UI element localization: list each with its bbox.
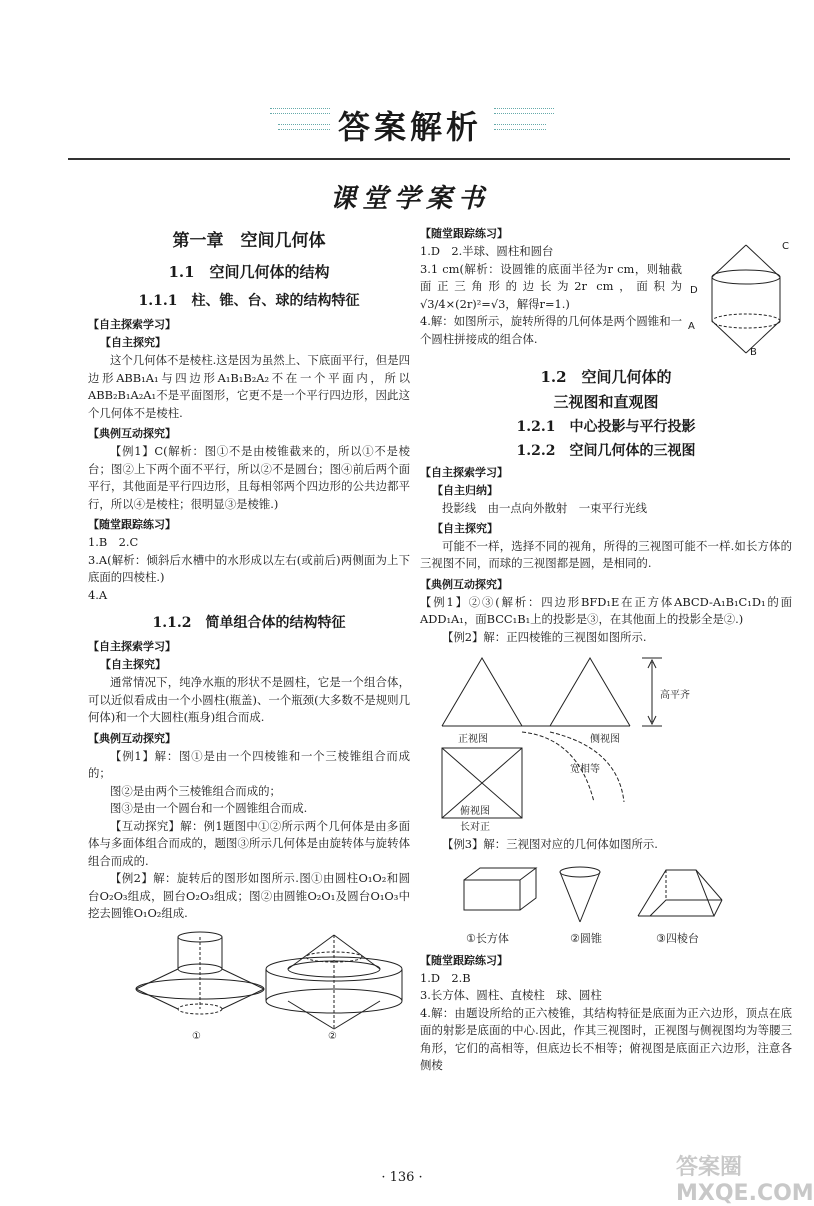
page-header-title: 答案解析: [337, 108, 482, 146]
header-decoration-left-2: [278, 124, 330, 130]
tag-heading: 【自主探究】: [100, 336, 166, 349]
answer-line: 4.A: [88, 587, 108, 602]
length-label: 长对正: [460, 822, 490, 833]
tag-heading: 【典例互动探究】: [88, 427, 176, 440]
header-rule: [68, 158, 790, 160]
paragraph: 【例1】解：图①是由一个四棱锥和一个三棱锥组合而成的；: [88, 748, 410, 780]
tag-heading: 【典例互动探究】: [88, 731, 176, 745]
watermark: 答案圈 MXQE.COM: [676, 1155, 814, 1206]
paragraph: 通常情况下，纯净水瓶的形状不是圆柱，它是一个组合体，可以近似看成由一个小圆柱(瓶盖)、一个瓶颈(大多数不是规则几何体)和一个大圆柱(瓶身)组合而成.: [88, 675, 410, 724]
tag-heading: 【自主探究】: [100, 658, 166, 671]
paragraph: 可能不一样，选择不同的视角，所得的三视图可能不一样.如长方体的三视图不同，而球的三视图都是圆，是相同的.: [420, 538, 792, 570]
answer-line: 1.D 2.B: [420, 970, 471, 985]
answer-with-figure: [420, 241, 792, 358]
paragraph: 【互动探究】解：例1题图中①②所示两个几何体是由多面体与多面体组合而成的，题图③所示几何体是由旋转体与旋转体组合而成的.: [88, 818, 410, 868]
paragraph: 图③是由一个圆台和一个圆锥组合而成.: [110, 801, 308, 815]
tag-heading: 【随堂跟踪练习】: [88, 518, 176, 531]
subsection-title: 1.2.2 空间几何体的三视图: [516, 443, 696, 459]
left-column: [88, 222, 410, 1053]
answer-line: 1.B 2.C: [88, 535, 139, 549]
top-view-label: 俯视图: [460, 806, 490, 817]
solid-label: ②圆锥: [570, 931, 602, 945]
side-view-label: 侧视图: [590, 734, 620, 745]
paragraph: 投影线 由一点向外散射 一束平行光线: [442, 501, 648, 515]
answer-line: 3.长方体、圆柱、直棱柱 球、圆柱: [420, 988, 602, 1002]
section-title: 1.2 空间几何体的: [540, 368, 672, 386]
header-decoration-right: [494, 108, 554, 114]
height-label: 高平齐: [660, 690, 690, 701]
rotation-figures: [88, 929, 410, 1047]
double-cone-figure: [704, 241, 784, 361]
point-label: A: [688, 321, 695, 332]
rotation-figures-svg: [88, 929, 410, 1033]
book-title: 课堂学案书: [330, 184, 491, 214]
answer-line: 4.解：如图所示，旋转所得的几何体是两个圆锥和一个圆柱拼接成的组合体.: [420, 314, 682, 346]
page-number: · 136 ·: [381, 1170, 423, 1185]
width-label: 宽相等: [570, 764, 600, 775]
tag-heading: 【典例互动探究】: [420, 577, 508, 591]
subsection-title: 1.1.2 简单组合体的结构特征: [152, 615, 346, 631]
solids-svg: [460, 860, 760, 930]
answer-line: 1.D 2.半球、圆柱和圆台: [420, 244, 554, 258]
solid-label: ③四棱台: [656, 931, 699, 945]
paragraph: 【例2】解：旋转后的图形如图所示.图①由圆柱O₁O₂和圆台O₂O₃组成，圆台O₂O₃组成；图②由圆锥O₂O₁及圆台O₁O₃中挖去圆锥O₁O₂组成.: [88, 871, 410, 920]
paragraph: 【例1】C(解析：图①不是由棱锥截来的，所以①不是棱台；图②上下两个面不平行，所以②不是圆台；图④前后两个面平行，其他面是平行四边形，且每相邻两个四边形的公共边都平行，所以④是棱柱；很明显③是棱锥.): [88, 444, 410, 511]
answer-line: 4.解：由题设所给的正六棱锥，其结构特征是底面为正六边形，顶点在底面的射影是底面的中心.因此，作其三视图时，正视图与侧视图均为等腰三角形，它们的高相等，但底边长不相等；俯视图是底面正六边形，注意各侧棱: [420, 1005, 792, 1072]
answer-line: 3.1 cm(解析：设圆锥的底面半径为r cm，则轴截面正三角形的边长为2r cm，面积为√3/4×(2r)²=√3，解得r=1.): [420, 261, 682, 311]
chapter-title: 第一章 空间几何体: [172, 231, 326, 251]
point-label: C: [782, 241, 789, 252]
solids-figure: [420, 860, 792, 946]
tag-heading: 【自主归纳】: [432, 484, 498, 497]
three-view-diagram: [420, 652, 792, 833]
figure-label: ②: [328, 1030, 337, 1042]
figure-label: ①: [192, 1030, 201, 1042]
paragraph: 图②是由两个三棱锥组合而成的；: [110, 783, 281, 798]
tag-heading: 【自主探索学习】: [88, 640, 176, 653]
tag-heading: 【随堂跟踪练习】: [420, 953, 508, 967]
subsection-title: 1.1.1 柱、锥、台、球的结构特征: [138, 293, 360, 309]
header-decoration-right-2: [494, 124, 546, 130]
subsection-title: 1.2.1 中心投影与平行投影: [516, 419, 696, 435]
right-column: [420, 222, 792, 1075]
section-title: 1.1 空间几何体的结构: [168, 263, 330, 281]
paragraph: 【例3】解：三视图对应的几何体如图所示.: [442, 837, 658, 851]
paragraph: 【例2】解：正四棱锥的三视图如图所示.: [442, 629, 647, 644]
tag-heading: 【自主探究】: [432, 521, 498, 535]
tag-heading: 【自主探索学习】: [88, 318, 176, 331]
paragraph: 【例1】②③(解析：四边形BFD₁E在正方体ABCD-A₁B₁C₁D₁的面ADD₁A₁，面BCC₁B₁上的投影是③，在其他面上的投影全是②.): [420, 594, 792, 626]
front-view-label: 正视图: [458, 734, 488, 745]
solid-label: ①长方体: [466, 931, 509, 945]
point-label: B: [750, 347, 757, 358]
paragraph: 这个几何体不是棱柱.这是因为虽然上、下底面平行，但是四边形ABB₁A₁与四边形A₁B₁B₂A₂不在一个平面内，所以ABB₂B₁A₂A₁不是平面图形，它更不是一个平行四边形，因此这个几何体不是棱柱.: [88, 353, 410, 420]
tag-heading: 【自主探索学习】: [420, 466, 508, 479]
answer-line: 3.A(解析：倾斜后水槽中的水形成以左右(或前后)两侧面为上下底面的四棱柱.): [88, 552, 410, 584]
tag-heading: 【随堂跟踪练习】: [420, 227, 508, 240]
point-label: D: [690, 285, 698, 296]
header-decoration-left: [270, 108, 330, 114]
section-title-line2: 三视图和直观图: [553, 393, 659, 411]
